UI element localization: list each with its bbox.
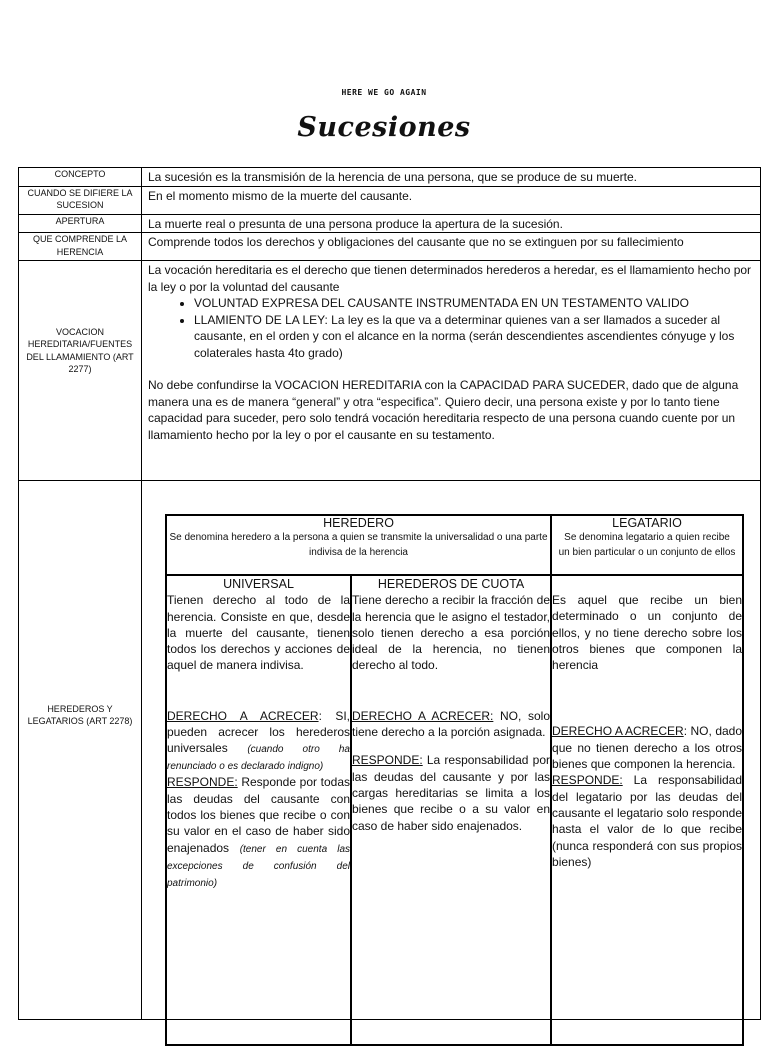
responde-text: La responsabilidad por las deudas del causante y por las cargas hereditarias se limita a los bienes que recibe o a su valor en caso de haber sido enajenados.: [352, 753, 551, 833]
responde-text: Responde por todas las deudas del causante con todos los bienes que recibe o con su valor en el caso de haber sido enajenados: [167, 775, 350, 855]
table-row: [19, 481, 761, 1020]
row-label-cuando: CUANDO SE DIFIERE LA SUCESION: [19, 186, 142, 214]
responde-label: RESPONDE:: [167, 775, 238, 790]
acrecer-text: : SI, pueden acrecer los herederos universales: [167, 708, 350, 756]
legatario-title: LEGATARIO: [612, 516, 682, 530]
vocacion-note: No debe confundirse la VOCACION HEREDITARIA con la CAPACIDAD PARA SUCEDER, dado que de alguna manera una es de manera “general” y otra “especifica”. Quiero decir, una persona existe y por lo tanto tiene capacidad para suceder, pero solo tendrá vocación hereditaria respecto de una persona cuando cuente por un llamamiento hecho por la ley o por el causante en su testamento.: [148, 378, 739, 442]
responde-note: (tener en cuenta las excepciones de confusión del patrimonio): [167, 843, 351, 889]
acrecer-text: NO, solo tiene derecho a la porción asignada.: [352, 708, 551, 740]
vocacion-bullet: • LLAMIENTO DE LA LEY: La ley es la que va a determinar quienes van a ser llamados a suceder al causante, en el orden y con el alcance en la norma (serán descendientes ascendientes cónyuge y los colaterales hasta 4to grado): [194, 312, 755, 362]
row-label-comprende: QUE COMPRENDE LA HERENCIA: [19, 233, 142, 261]
legatario-responde: [552, 772, 742, 870]
heredero-title: HEREDERO: [323, 516, 394, 530]
universal-column: [166, 575, 351, 1045]
responde-label: RESPONDE:: [552, 773, 623, 788]
cuota-column: [351, 575, 551, 1045]
legatario-acrecer: [552, 723, 742, 772]
legatario-definition: Se denomina legatario a quien recibe un bien particular o un conjunto de ellos: [558, 532, 736, 558]
responde-text: La responsabilidad del legatario por las deudas del causante el legatario solo responde hasta el valor de lo que recibe (nunca responderá con sus propios bienes): [552, 773, 743, 869]
legatario-description: Es aquel que recibe un bien determinado o un conjunto de ellos, y no tiene derecho sobre los otros bienes que componen la herencia: [552, 593, 743, 673]
page-title: Sucesiones: [297, 112, 471, 143]
sucesiones-table: [18, 167, 761, 1020]
cuota-title: HEREDEROS DE CUOTA: [377, 577, 525, 591]
heredero-header: [166, 515, 551, 575]
cuota-responde: [352, 752, 550, 833]
responde-label: RESPONDE:: [352, 753, 423, 768]
vocacion-bullet: • VOLUNTAD EXPRESA DEL CAUSANTE INSTRUMENTADA EN UN TESTAMENTO VALIDO: [194, 295, 755, 312]
acrecer-label: DERECHO A ACRECER: [167, 708, 319, 723]
universal-title: UNIVERSAL: [223, 577, 294, 591]
row-content-cuando: En el momento mismo de la muerte del causante.: [142, 186, 761, 214]
table-row: [19, 233, 761, 261]
universal-responde: [167, 774, 350, 890]
acrecer-text: : NO, dado que no tienen derecho a los otros bienes que componen la herencia.: [552, 724, 743, 772]
universal-description: Tienen derecho al todo de la herencia. Consiste en que, desde la muerte del causante, tienen todos los derechos y acciones de aquel de manera indivisa.: [167, 593, 350, 673]
row-label-apertura: APERTURA: [19, 214, 142, 233]
vocacion-intro: La vocación hereditaria es el derecho que tienen determinados herederos a heredar, es el llamamiento hecho por la ley o por la voluntad del causante: [148, 263, 752, 294]
cuota-description: Tiene derecho a recibir la fracción de la herencia que le asigno el testador, solo tienen derecho a esa porción ideal de la herencia, no tienen derecho al todo.: [352, 593, 551, 673]
table-row: [19, 186, 761, 214]
acrecer-label: DERECHO A ACRECER: [552, 724, 684, 739]
acrecer-label: DERECHO A ACRECER:: [352, 708, 494, 723]
legatario-column: [551, 575, 743, 1045]
row-content-vocacion: [142, 261, 761, 481]
row-content-herederos: [142, 481, 761, 1020]
cuota-acrecer: [352, 708, 550, 741]
row-label-concepto: CONCEPTO: [19, 168, 142, 187]
heredero-definition: Se denomina heredero a la persona a quien se transmite la universalidad o una parte indivisa de la herencia: [169, 532, 548, 558]
table-row: [19, 214, 761, 233]
legatario-header: [551, 515, 743, 575]
universal-acrecer: [167, 708, 350, 775]
row-content-comprende: Comprende todos los derechos y obligaciones del causante que no se extinguen por su fallecimiento: [142, 233, 761, 261]
row-content-apertura: La muerte real o presunta de una persona produce la apertura de la sucesión.: [142, 214, 761, 233]
table-row: [19, 261, 761, 481]
row-content-concepto: La sucesión es la transmisión de la herencia de una persona, que se produce de su muerte.: [142, 168, 761, 187]
herederos-legatarios-table: [165, 514, 744, 1046]
table-row: [19, 168, 761, 187]
vocacion-bullet-list: [148, 295, 755, 361]
acrecer-note: (cuando otro ha renunciado o es declarado indigno): [167, 744, 350, 773]
row-label-vocacion: VOCACION HEREDITARIA/FUENTES DEL LLAMAMIENTO (ART 2277): [19, 261, 142, 481]
header-caption: HERE WE GO AGAIN: [341, 88, 427, 97]
row-label-herederos: HEREDEROS Y LEGATARIOS (ART 2278): [19, 481, 142, 1020]
